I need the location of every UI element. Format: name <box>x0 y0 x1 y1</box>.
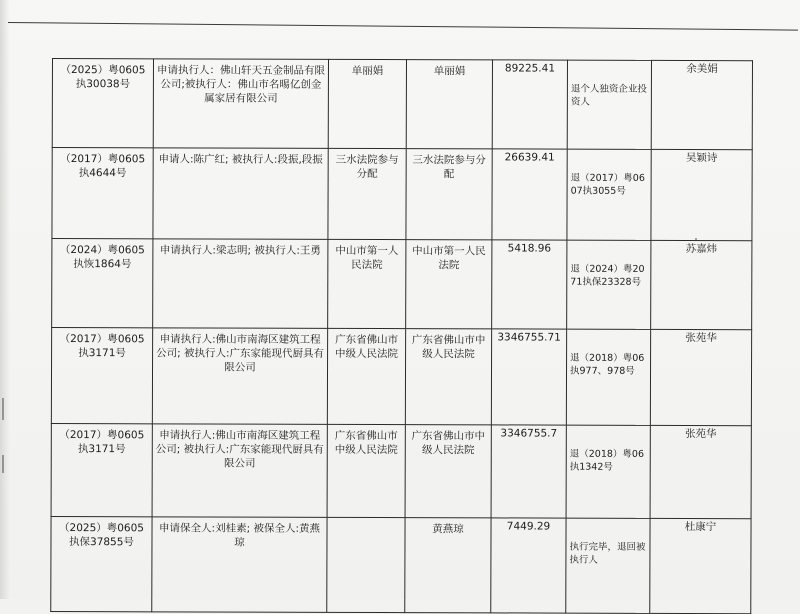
amount-cell: 26639.41 <box>492 149 567 240</box>
refund-cases-table <box>50 58 753 614</box>
parties-cell: 申请执行人:梁志明; 被执行人:王勇 <box>153 239 328 329</box>
handler-cell: 杜康宁 <box>650 518 751 613</box>
table-row <box>52 239 752 330</box>
receiver-cell: 广东省佛山市中级人民法院 <box>405 329 491 425</box>
amount-cell: 7449.29 <box>491 518 566 613</box>
scan-top-edge-line <box>8 22 798 31</box>
payee-cell: 三水法院参与分配 <box>328 148 406 239</box>
case-number-cell: （2017）粤0605执4644号 <box>52 148 153 239</box>
payee-cell: 单丽娟 <box>328 59 406 148</box>
payee-cell: 中山市第一人民法院 <box>328 239 406 328</box>
payee-cell: 广东省佛山市中级人民法院 <box>327 424 405 517</box>
payee-cell: 广东省佛山市中级人民法院 <box>327 328 405 424</box>
handler-cell: 余美娟 <box>651 60 752 149</box>
table-row <box>51 516 751 613</box>
receiver-cell: 黄燕琼 <box>405 518 491 613</box>
amount-cell: 3346755.7 <box>491 425 566 518</box>
case-number-cell: （2025）粤0605执30038号 <box>52 59 153 148</box>
handler-cell: 吴颖诗 <box>651 149 752 240</box>
document-table-wrapper <box>50 58 752 614</box>
scan-speck <box>695 238 697 240</box>
handler-cell: 张苑华 <box>650 425 751 518</box>
table-row <box>52 59 752 150</box>
parties-cell: 申请执行人:佛山市南海区建筑工程公司; 被执行人:广东家能现代厨具有限公司 <box>152 424 327 518</box>
note-cell: 退（2018）粤06执977、978号 <box>566 329 650 425</box>
case-number-cell: （2017）粤0605执3171号 <box>51 328 152 424</box>
parties-cell: 申请人:陈广红; 被执行人:段振,段振 <box>153 148 328 240</box>
table-row <box>51 423 751 518</box>
scan-shadow <box>0 0 10 599</box>
scan-mark <box>2 398 4 420</box>
scan-mark <box>2 455 4 473</box>
receiver-cell: 广东省佛山市中级人民法院 <box>405 425 491 518</box>
note-cell: 退个人独资企业投资人 <box>567 60 651 149</box>
case-number-cell: （2017）粤0605执3171号 <box>51 423 152 516</box>
parties-cell: 申请保全人:刘桂素; 被保全人:黄燕琼 <box>152 517 327 613</box>
receiver-cell: 单丽娟 <box>406 60 492 149</box>
table-row <box>51 328 751 426</box>
handler-cell: 苏嘉炜 <box>651 240 752 329</box>
note-cell: 执行完毕，退回被执行人 <box>566 518 650 613</box>
receiver-cell: 三水法院参与分配 <box>406 149 492 240</box>
case-number-cell: （2024）粤0605执恢1864号 <box>52 239 153 328</box>
amount-cell: 3346755.71 <box>491 329 566 425</box>
note-cell: 退（2024）粤2071执保23328号 <box>567 240 651 329</box>
receiver-cell: 中山市第一人民法院 <box>406 240 492 329</box>
payee-cell <box>327 517 405 612</box>
note-cell: 退（2018）粤06执1342号 <box>566 425 650 518</box>
parties-cell: 申请执行人：佛山轩天五金制品有限公司;被执行人：佛山市名晹亿创金属家居有限公司 <box>153 59 328 149</box>
amount-cell: 5418.96 <box>492 240 567 329</box>
handler-cell: 张苑华 <box>650 329 751 425</box>
table-row <box>52 148 752 241</box>
amount-cell: 89225.41 <box>492 60 567 149</box>
case-number-cell: （2025）粤0605执保37855号 <box>51 516 152 611</box>
note-cell: 退（2017）粤0607执3055号 <box>567 149 651 240</box>
parties-cell: 申请执行人:佛山市南海区建筑工程公司; 被执行人:广东家能现代厨具有限公司 <box>152 328 327 425</box>
